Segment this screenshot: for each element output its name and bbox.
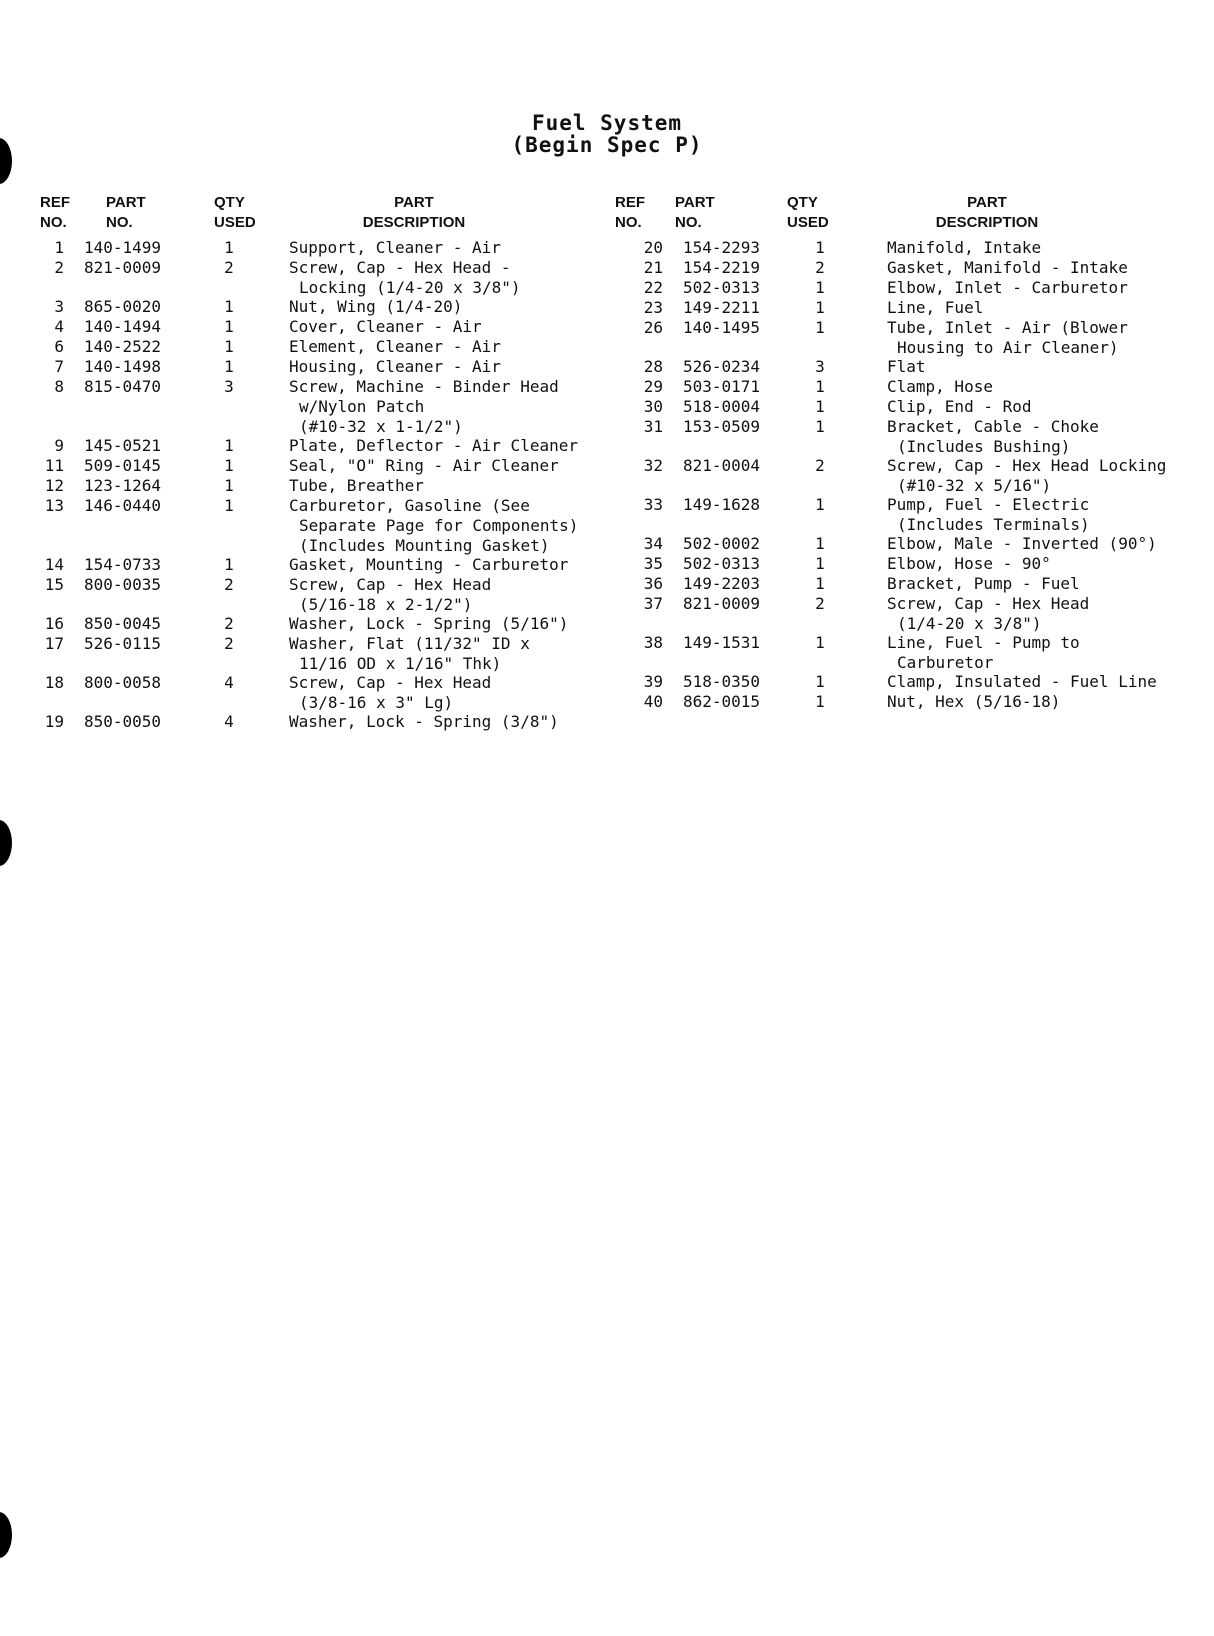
- qty-used: 1: [224, 476, 234, 495]
- part-no: 149-1531: [683, 633, 761, 652]
- table-header: [34, 193, 624, 238]
- description-line: Gasket, Mounting - Carburetor: [289, 555, 569, 574]
- part-description: [289, 436, 619, 456]
- table-row: [34, 634, 624, 673]
- header-qty-used: QTY USED: [214, 194, 256, 231]
- table-row: [34, 575, 624, 614]
- ref-no: 31: [643, 417, 663, 436]
- part-no: 154-2293: [683, 238, 761, 257]
- ref-no: 33: [643, 495, 663, 514]
- qty-used: 1: [815, 574, 825, 593]
- part-description: [887, 318, 1207, 358]
- page-heading: [0, 112, 1214, 156]
- description-line: Cover, Cleaner - Air: [289, 317, 482, 336]
- part-no: 502-0002: [683, 534, 761, 553]
- ref-no: 30: [643, 397, 663, 416]
- table-row: [34, 673, 624, 712]
- description-line: Seal, "O" Ring - Air Cleaner: [289, 456, 559, 475]
- ref-no: 7: [54, 357, 64, 376]
- part-description: [887, 574, 1207, 594]
- qty-used: 1: [224, 436, 234, 455]
- part-description: [887, 397, 1207, 417]
- binder-hole-bottom: [0, 1512, 12, 1558]
- ref-no: 26: [643, 318, 663, 337]
- qty-used: 2: [815, 258, 825, 277]
- ref-no: 12: [44, 476, 64, 495]
- table-row: [637, 278, 1207, 298]
- qty-used: 1: [224, 555, 234, 574]
- ref-no: 1: [54, 238, 64, 257]
- ref-no: 17: [44, 634, 64, 653]
- description-line: (Includes Mounting Gasket): [299, 536, 550, 555]
- description-line: Carburetor: [897, 653, 994, 672]
- table-row: [34, 357, 624, 377]
- qty-used: 2: [224, 614, 234, 633]
- part-no: 821-0004: [683, 456, 761, 475]
- ref-no: 20: [643, 238, 663, 257]
- part-no: 502-0313: [683, 554, 761, 573]
- table-row: [637, 554, 1207, 574]
- part-no: 502-0313: [683, 278, 761, 297]
- part-description: [289, 238, 619, 258]
- part-description: [887, 258, 1207, 278]
- part-description: [289, 673, 619, 713]
- part-description: [289, 634, 619, 674]
- part-no: 149-1628: [683, 495, 761, 514]
- part-no: 123-1264: [84, 476, 162, 495]
- part-no: 850-0045: [84, 614, 162, 633]
- description-line: (Includes Terminals): [897, 515, 1090, 534]
- ref-no: 21: [643, 258, 663, 277]
- qty-used: 1: [224, 337, 234, 356]
- table-row: [637, 495, 1207, 534]
- header-qty-used: QTY USED: [787, 194, 829, 231]
- ref-no: 40: [643, 692, 663, 711]
- part-no: 526-0115: [84, 634, 162, 653]
- part-no: 815-0470: [84, 377, 162, 396]
- table-row: [637, 594, 1207, 633]
- part-no: 154-2219: [683, 258, 761, 277]
- description-line: Clamp, Insulated - Fuel Line: [887, 672, 1157, 691]
- qty-used: 3: [815, 357, 825, 376]
- table-row: [637, 258, 1207, 278]
- qty-used: 1: [224, 357, 234, 376]
- description-line: Screw, Cap - Hex Head -: [289, 258, 511, 277]
- header-part-description: PART DESCRIPTION: [362, 194, 466, 231]
- header-part-description: PART DESCRIPTION: [935, 194, 1039, 231]
- description-line: Tube, Inlet - Air (Blower: [887, 318, 1128, 337]
- part-description: [289, 496, 619, 556]
- part-description: [289, 337, 619, 357]
- qty-used: 1: [224, 496, 234, 515]
- table-row: [637, 534, 1207, 554]
- qty-used: 1: [815, 672, 825, 691]
- description-line: Screw, Cap - Hex Head: [289, 575, 492, 594]
- qty-used: 1: [815, 692, 825, 711]
- description-line: Carburetor, Gasoline (See: [289, 496, 530, 515]
- part-no: 153-0509: [683, 417, 761, 436]
- ref-no: 6: [54, 337, 64, 356]
- qty-used: 2: [224, 575, 234, 594]
- table-row: [637, 377, 1207, 397]
- part-no: 518-0004: [683, 397, 761, 416]
- qty-used: 3: [224, 377, 234, 396]
- description-line: (Includes Bushing): [897, 437, 1071, 456]
- ref-no: 8: [54, 377, 64, 396]
- part-no: 149-2211: [683, 298, 761, 317]
- table-row: [34, 258, 624, 297]
- part-no: 800-0058: [84, 673, 162, 692]
- part-no: 140-1494: [84, 317, 162, 336]
- description-line: Washer, Lock - Spring (5/16"): [289, 614, 569, 633]
- table-row: [34, 377, 624, 436]
- part-no: 503-0171: [683, 377, 761, 396]
- ref-no: 34: [643, 534, 663, 553]
- description-line: (#10-32 x 5/16"): [897, 476, 1052, 495]
- description-line: Housing, Cleaner - Air: [289, 357, 501, 376]
- part-no: 800-0035: [84, 575, 162, 594]
- part-description: [289, 258, 619, 298]
- ref-no: 9: [54, 436, 64, 455]
- description-line: Locking (1/4-20 x 3/8"): [299, 278, 521, 297]
- description-line: 11/16 OD x 1/16" Thk): [299, 654, 502, 673]
- table-row: [34, 337, 624, 357]
- table-row: [34, 436, 624, 456]
- part-description: [289, 357, 619, 377]
- ref-no: 16: [44, 614, 64, 633]
- ref-no: 14: [44, 555, 64, 574]
- description-line: Separate Page for Components): [299, 516, 579, 535]
- part-description: [887, 633, 1207, 673]
- description-line: Pump, Fuel - Electric: [887, 495, 1090, 514]
- part-description: [887, 298, 1207, 318]
- ref-no: 32: [643, 456, 663, 475]
- qty-used: 2: [224, 634, 234, 653]
- qty-used: 1: [224, 317, 234, 336]
- description-line: Element, Cleaner - Air: [289, 337, 501, 356]
- part-description: [289, 712, 619, 732]
- ref-no: 36: [643, 574, 663, 593]
- description-line: (1/4-20 x 3/8"): [897, 614, 1042, 633]
- table-row: [637, 357, 1207, 377]
- qty-used: 1: [815, 298, 825, 317]
- qty-used: 1: [815, 417, 825, 436]
- part-no: 140-1498: [84, 357, 162, 376]
- qty-used: 2: [815, 456, 825, 475]
- part-description: [289, 377, 619, 437]
- description-line: Elbow, Inlet - Carburetor: [887, 278, 1128, 297]
- qty-used: 1: [815, 633, 825, 652]
- table-row: [637, 238, 1207, 258]
- part-no: 140-1495: [683, 318, 761, 337]
- table-row: [34, 614, 624, 634]
- part-no: 821-0009: [84, 258, 162, 277]
- part-description: [289, 297, 619, 317]
- description-line: Bracket, Pump - Fuel: [887, 574, 1080, 593]
- part-description: [887, 534, 1207, 554]
- description-line: Line, Fuel: [887, 298, 984, 317]
- table-row: [34, 238, 624, 258]
- ref-no: 11: [44, 456, 64, 475]
- part-description: [289, 555, 619, 575]
- part-description: [887, 238, 1207, 258]
- ref-no: 39: [643, 672, 663, 691]
- part-description: [887, 377, 1207, 397]
- part-description: [887, 278, 1207, 298]
- part-description: [289, 575, 619, 615]
- description-line: Washer, Lock - Spring (3/8"): [289, 712, 559, 731]
- header-ref-no: REF NO.: [615, 194, 645, 231]
- ref-no: 37: [643, 594, 663, 613]
- qty-used: 1: [224, 456, 234, 475]
- description-line: Line, Fuel - Pump to: [887, 633, 1080, 652]
- header-part-no: PART NO.: [106, 194, 146, 231]
- part-description: [887, 495, 1207, 535]
- description-line: Bracket, Cable - Choke: [887, 417, 1099, 436]
- part-description: [887, 417, 1207, 457]
- description-line: Tube, Breather: [289, 476, 424, 495]
- description-line: (3/8-16 x 3" Lg): [299, 693, 454, 712]
- parts-table-left: [34, 193, 624, 732]
- ref-no: 2: [54, 258, 64, 277]
- table-row: [34, 555, 624, 575]
- page-title: Fuel System: [531, 111, 683, 135]
- ref-no: 29: [643, 377, 663, 396]
- ref-no: 18: [44, 673, 64, 692]
- description-line: Elbow, Hose - 90°: [887, 554, 1051, 573]
- description-line: Washer, Flat (11/32" ID x: [289, 634, 530, 653]
- description-line: (5/16-18 x 2-1/2"): [299, 595, 473, 614]
- part-no: 154-0733: [84, 555, 162, 574]
- description-line: Screw, Cap - Hex Head: [289, 673, 492, 692]
- table-row: [637, 417, 1207, 456]
- ref-no: 38: [643, 633, 663, 652]
- part-description: [289, 476, 619, 496]
- qty-used: 1: [815, 238, 825, 257]
- table-row: [637, 692, 1207, 712]
- ref-no: 13: [44, 496, 64, 515]
- part-no: 821-0009: [683, 594, 761, 613]
- description-line: Nut, Wing (1/4-20): [289, 297, 463, 316]
- part-description: [887, 692, 1207, 712]
- table-row: [34, 476, 624, 496]
- qty-used: 2: [815, 594, 825, 613]
- header-ref-no: REF NO.: [40, 194, 70, 231]
- description-line: Screw, Machine - Binder Head: [289, 377, 559, 396]
- part-no: 509-0145: [84, 456, 162, 475]
- ref-no: 35: [643, 554, 663, 573]
- ref-no: 22: [643, 278, 663, 297]
- qty-used: 1: [815, 554, 825, 573]
- part-description: [289, 456, 619, 476]
- table-row: [34, 712, 624, 732]
- table-body: [34, 238, 624, 732]
- ref-no: 23: [643, 298, 663, 317]
- part-description: [887, 456, 1207, 496]
- table-row: [637, 672, 1207, 692]
- qty-used: 1: [224, 297, 234, 316]
- description-line: Housing to Air Cleaner): [897, 338, 1119, 357]
- part-no: 850-0050: [84, 712, 162, 731]
- description-line: Clamp, Hose: [887, 377, 993, 396]
- binder-hole-middle: [0, 820, 12, 866]
- table-row: [637, 574, 1207, 594]
- description-line: Flat: [887, 357, 926, 376]
- ref-no: 4: [54, 317, 64, 336]
- part-description: [289, 317, 619, 337]
- qty-used: 1: [815, 397, 825, 416]
- table-row: [637, 318, 1207, 357]
- table-row: [34, 456, 624, 476]
- qty-used: 4: [224, 673, 234, 692]
- table-row: [34, 496, 624, 555]
- qty-used: 2: [224, 258, 234, 277]
- table-row: [637, 397, 1207, 417]
- part-no: 140-2522: [84, 337, 162, 356]
- description-line: Screw, Cap - Hex Head: [887, 594, 1090, 613]
- description-line: Manifold, Intake: [887, 238, 1042, 257]
- part-no: 146-0440: [84, 496, 162, 515]
- description-line: Gasket, Manifold - Intake: [887, 258, 1128, 277]
- part-description: [887, 357, 1207, 377]
- description-line: Clip, End - Rod: [887, 397, 1032, 416]
- table-row: [637, 456, 1207, 495]
- part-no: 518-0350: [683, 672, 761, 691]
- ref-no: 15: [44, 575, 64, 594]
- table-header: [615, 193, 1207, 238]
- description-line: w/Nylon Patch: [299, 397, 425, 416]
- part-no: 145-0521: [84, 436, 162, 455]
- qty-used: 1: [224, 238, 234, 257]
- table-row: [637, 633, 1207, 672]
- part-no: 149-2203: [683, 574, 761, 593]
- ref-no: 28: [643, 357, 663, 376]
- qty-used: 1: [815, 495, 825, 514]
- part-description: [887, 594, 1207, 634]
- header-part-no: PART NO.: [675, 194, 715, 231]
- qty-used: 4: [224, 712, 234, 731]
- part-description: [887, 554, 1207, 574]
- qty-used: 1: [815, 377, 825, 396]
- table-row: [34, 297, 624, 317]
- page-subtitle: (Begin Spec P): [511, 133, 703, 157]
- ref-no: 19: [44, 712, 64, 731]
- parts-table-right: [615, 193, 1207, 712]
- part-description: [887, 672, 1207, 692]
- part-no: 865-0020: [84, 297, 162, 316]
- part-description: [289, 614, 619, 634]
- qty-used: 1: [815, 318, 825, 337]
- description-line: Screw, Cap - Hex Head Locking: [887, 456, 1167, 475]
- table-row: [34, 317, 624, 337]
- description-line: (#10-32 x 1-1/2"): [299, 417, 463, 436]
- part-no: 140-1499: [84, 238, 162, 257]
- description-line: Nut, Hex (5/16-18): [887, 692, 1061, 711]
- qty-used: 1: [815, 278, 825, 297]
- description-line: Plate, Deflector - Air Cleaner: [289, 436, 578, 455]
- ref-no: 3: [54, 297, 64, 316]
- qty-used: 1: [815, 534, 825, 553]
- table-body: [637, 238, 1207, 712]
- table-row: [637, 298, 1207, 318]
- description-line: Elbow, Male - Inverted (90°): [887, 534, 1157, 553]
- part-no: 526-0234: [683, 357, 761, 376]
- description-line: Support, Cleaner - Air: [289, 238, 501, 257]
- part-no: 862-0015: [683, 692, 761, 711]
